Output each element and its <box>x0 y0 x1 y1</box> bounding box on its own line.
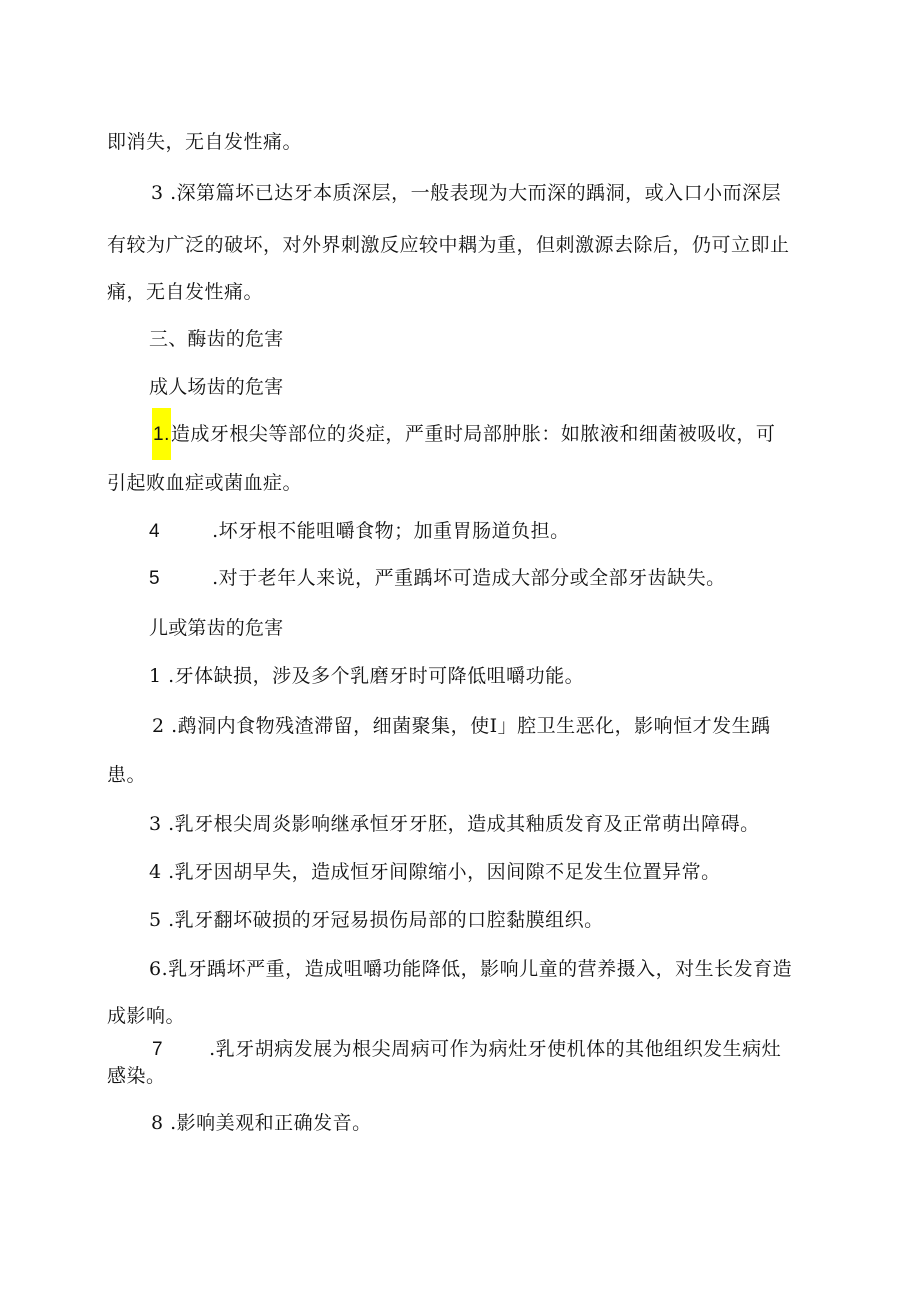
subsection-heading: 成人场齿的危害 <box>149 376 284 398</box>
paragraph-line: 3 .深第篇坏已达牙本质深层，一般表现为大而深的踽洞，或入口小而深层 <box>151 182 782 204</box>
list-item: 2 .鹉洞内食物残渣滞留，细菌聚集，使I」腔卫生恶化，影响恒才发生踽 <box>152 715 771 737</box>
list-item <box>149 565 726 592</box>
list-item-text: .乳牙胡病发展为根尖周病可作为病灶牙使机体的其他组织发生病灶 <box>209 1038 782 1060</box>
list-item-text: 造成牙根尖等部位的炎症，严重时局部肿胀：如脓液和细菌被吸收，可 <box>170 423 776 445</box>
list-item <box>152 1036 781 1063</box>
list-item-text: .对于老年人来说，严重踽坏可造成大部分或全部牙齿缺失。 <box>212 567 726 589</box>
paragraph-line: 有较为广泛的破坏，对外界刺激反应较中耦为重，但刺激源去除后，仍可立即止 <box>107 234 790 256</box>
list-item <box>152 421 775 448</box>
list-item: 3 .乳牙根尖周炎影响继承恒牙牙胚，造成其釉质发育及正常萌出障碍。 <box>149 813 760 835</box>
list-item-text: .坏牙根不能咀嚼食物；加重胃肠道负担。 <box>212 520 570 542</box>
highlighted-number: 1. <box>152 408 171 460</box>
list-item: 1 .牙体缺损，涉及多个乳磨牙时可降低咀嚼功能。 <box>149 665 585 687</box>
paragraph-line: 引起败血症或菌血症。 <box>107 472 303 494</box>
paragraph-line: 即消失，无自发性痛。 <box>107 131 303 153</box>
list-number: 4 <box>149 521 161 542</box>
paragraph-line: 感染。 <box>107 1065 166 1087</box>
paragraph-line: 成影响。 <box>107 1005 186 1027</box>
list-item: 6.乳牙踽坏严重，造成咀嚼功能降低，影响儿童的营养摄入，对生长发育造 <box>149 958 793 980</box>
list-number: 5 <box>149 568 161 589</box>
list-item: 4 .乳牙因胡早失，造成恒牙间隙缩小，因间隙不足发生位置异常。 <box>149 861 721 883</box>
section-heading: 三、酶齿的危害 <box>149 328 284 350</box>
list-item: 8 .影响美观和正确发音。 <box>151 1112 372 1134</box>
list-item <box>149 518 570 545</box>
paragraph-line: 痛，无自发性痛。 <box>107 281 264 303</box>
paragraph-line: 患。 <box>107 764 147 786</box>
list-item: 5 .乳牙翻坏破损的牙冠易损伤局部的口腔黏膜组织。 <box>149 909 604 931</box>
subsection-heading: 儿或第齿的危害 <box>149 617 284 639</box>
list-number: 7 <box>152 1039 164 1060</box>
